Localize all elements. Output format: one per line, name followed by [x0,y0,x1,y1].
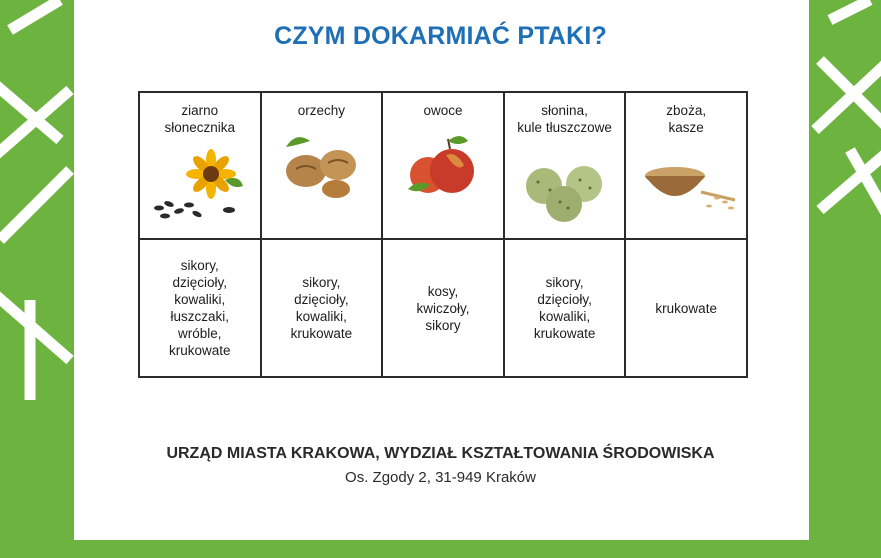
footer-organization: URZĄD MIASTA KRAKOWA, WYDZIAŁ KSZTAŁTOWANIA ŚRODOWISKA [166,445,715,462]
grain-bowl-icon [631,146,741,224]
bird-name: krukowate [290,326,353,341]
bird-name: sikory, [545,275,584,290]
bird-name: dzięcioły, [172,275,228,290]
bird-name: dzięcioły, [537,292,592,307]
suet-balls-icon [510,146,620,224]
bird-name: sikory, [302,275,341,290]
food-label: zboża, kasze [666,103,707,135]
birds-cell [625,239,747,377]
bird-name: sikory [425,317,461,333]
food-label: słonina, kule tłuszczowe [517,103,612,135]
bird-feeding-table [138,91,748,378]
bird-name: krukowate [655,300,717,316]
bird-name: kwiczoły, [416,300,470,316]
bird-name: kosy, [427,283,459,299]
footer-address: Os. Zgody 2, 31-949 Kraków [345,469,536,486]
food-cell [625,92,747,239]
bird-name: krukowate [169,343,231,358]
bird-name: kowaliki, [539,309,591,324]
bird-name: kowaliki, [174,292,226,307]
bird-name: wróble, [178,326,222,341]
bird-name: łuszczaki, [170,309,230,324]
food-cell [261,92,383,239]
food-cell [139,92,261,239]
birds-cell [382,239,504,377]
food-label: ziarno słonecznika [164,103,236,135]
birds-cell [504,239,626,377]
sunflower-seeds-icon [145,146,255,224]
bird-name: sikory, [180,258,219,273]
page-title: CZYM DOKARMIAĆ PTAKI? [274,22,607,50]
birds-cell [261,239,383,377]
bird-name: krukowate [533,326,596,341]
apples-icon [388,129,498,207]
bird-name: dzięcioły, [294,292,349,307]
food-label: orzechy [297,103,346,118]
food-cell [504,92,626,239]
birds-row [139,239,747,377]
walnuts-icon [266,129,376,207]
birds-cell [139,239,261,377]
food-cell [382,92,504,239]
bird-name: kowaliki, [295,309,347,324]
food-row [139,92,747,239]
food-label: owoce [423,103,463,118]
